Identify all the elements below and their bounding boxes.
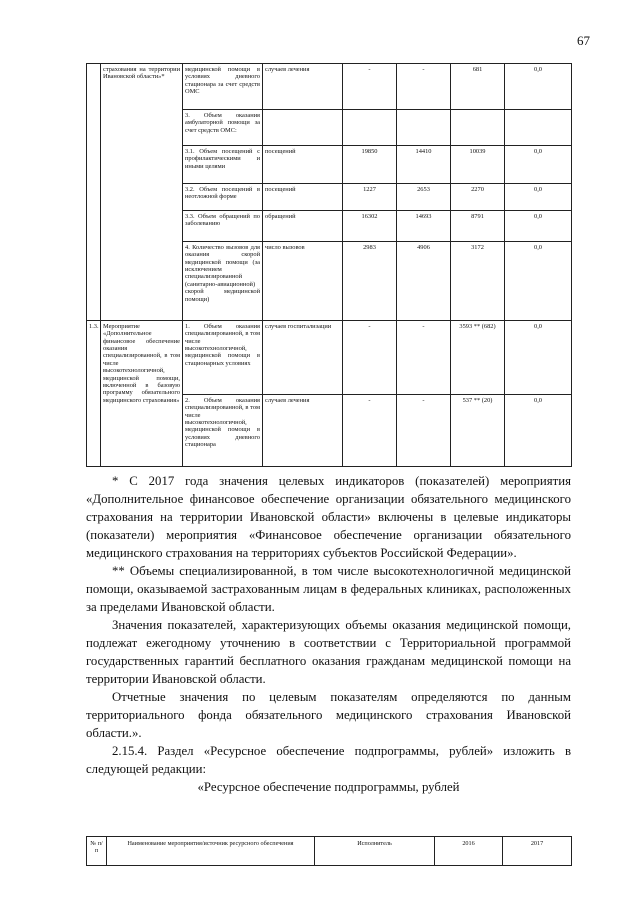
value-cell: -	[343, 321, 397, 395]
indicator-cell: 4. Количество вызовов для оказания скорой медицинской помощи (за исключением специализированной (санитарно-авиационной) скорой медицинской помощи)	[183, 242, 263, 321]
indicator-cell: 3.3. Объем обращений по заболеванию	[183, 211, 263, 242]
unit-cell: число вызовов	[263, 242, 343, 321]
measure-name-cell: Мероприятие «Дополнительное финансовое обеспечение оказания специализированной, в том числе высокотехнологичной, медицинской помощи, включенной в базовую программу обязательного медицинского страхования»	[101, 321, 183, 467]
value-cell: 19850	[343, 146, 397, 184]
value-cell: 0,0	[505, 395, 572, 467]
value-cell: 14693	[397, 211, 451, 242]
value-cell: 2653	[397, 184, 451, 211]
value-cell: -	[397, 64, 451, 110]
value-cell: 3172	[451, 242, 505, 321]
unit-cell: посещений	[263, 184, 343, 211]
indicator-cell: медицинской помощи в условиях дневного стационара за счет средств ОМС	[183, 64, 263, 110]
column-header: 2016	[435, 837, 503, 866]
value-cell: 14410	[397, 146, 451, 184]
unit-cell: обращений	[263, 211, 343, 242]
value-cell: 0,0	[505, 184, 572, 211]
value-cell: 0,0	[505, 146, 572, 184]
column-header: Исполнитель	[315, 837, 435, 866]
value-cell: 2983	[343, 242, 397, 321]
value-cell: -	[397, 321, 451, 395]
table-row	[87, 321, 572, 395]
value-cell: 0,0	[505, 64, 572, 110]
body-text	[86, 472, 571, 796]
value-cell: 537 ** (20)	[451, 395, 505, 467]
paragraph: Значения показателей, характеризующих объемы оказания медицинской помощи, подлежат ежегодному уточнению в соответствии с Территориальной программой государственных гарантий бесплатного оказания гражданам медицинской помощи на территории Ивановской области.	[86, 618, 571, 686]
indicator-cell: 3.2. Объем посещений в неотложной форме	[183, 184, 263, 211]
value-cell: 0,0	[505, 321, 572, 395]
indicators-table	[86, 63, 572, 467]
footnote-2: ** Объемы специализированной, в том числе высокотехнологичной медицинской помощи, оказываемой застрахованным лицам в федеральных клиниках, расположенных за пределами Ивановской области.	[86, 564, 571, 614]
value-cell: 4906	[397, 242, 451, 321]
value-cell: 1227	[343, 184, 397, 211]
measure-name-cell: страхования на территории Ивановской области»*	[101, 64, 183, 321]
paragraph: 2.15.4. Раздел «Ресурсное обеспечение подпрограммы, рублей» изложить в следующей редакции:	[86, 744, 571, 776]
value-cell: 0,0	[505, 211, 572, 242]
indicator-cell: 2. Объем оказания специализированной, в том числе высокотехнологичной, медицинской помощи в условиях дневного стационара	[183, 395, 263, 467]
value-cell: 10039	[451, 146, 505, 184]
table-row	[87, 64, 572, 110]
unit-cell: посещений	[263, 146, 343, 184]
unit-cell	[263, 110, 343, 146]
value-cell: -	[343, 395, 397, 467]
value-cell: 3593 ** (682)	[451, 321, 505, 395]
paragraph: Отчетные значения по целевым показателям определяются по данным территориального фонда обязательного медицинского страхования Ивановской области.».	[86, 690, 571, 740]
value-cell: 8791	[451, 211, 505, 242]
indicator-cell: 3.1. Объем посещений с профилактическими и иными целями	[183, 146, 263, 184]
footnote-1: * С 2017 года значения целевых индикаторов (показателей) мероприятия «Дополнительное финансовое обеспечение организации обязательного медицинского страхования на территории Ивановской области» включены в целевые индикаторы (показатели) мероприятия «Финансовое обеспечение организации обязательного медицинского страхования на территориях субъектов Российской Федерации».	[86, 474, 571, 560]
column-header: № п/п	[87, 837, 107, 866]
resource-table	[86, 836, 572, 866]
value-cell: 681	[451, 64, 505, 110]
unit-cell: случаев лечения	[263, 395, 343, 467]
value-cell: 16302	[343, 211, 397, 242]
value-cell: -	[343, 64, 397, 110]
indicator-cell: 1. Объем оказания специализированной, в том числе высокотехнологичной, медицинской помощи в стационарных условиях	[183, 321, 263, 395]
unit-cell: случаев лечения	[263, 64, 343, 110]
page-number: 67	[577, 33, 590, 48]
column-header: Наименование мероприятия/источник ресурсного обеспечения	[107, 837, 315, 866]
column-header: 2017	[503, 837, 572, 866]
indicator-cell: 3. Объем оказания амбулаторной помощи за счет средств ОМС:	[183, 110, 263, 146]
value-cell: 2270	[451, 184, 505, 211]
value-cell: 0,0	[505, 242, 572, 321]
section-heading: «Ресурсное обеспечение подпрограммы, рублей	[197, 780, 460, 794]
value-cell: -	[397, 395, 451, 467]
table-header-row	[87, 837, 572, 866]
unit-cell: случаев госпитализации	[263, 321, 343, 395]
row-number-cell: 1.3.	[87, 321, 101, 467]
